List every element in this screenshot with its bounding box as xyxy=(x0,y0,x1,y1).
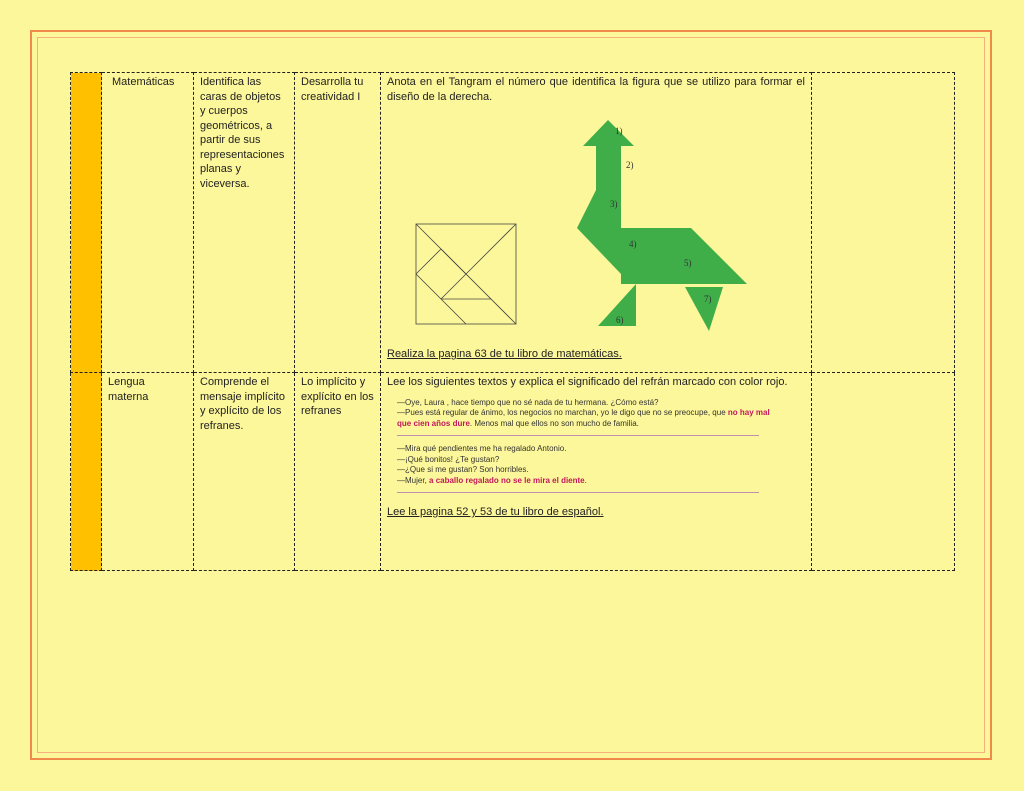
figure-label-6: 6) xyxy=(616,315,624,325)
accent-bar xyxy=(71,73,102,373)
subject-cell: Lengua materna xyxy=(102,373,194,571)
tangram-area xyxy=(387,106,805,346)
dialog-2 xyxy=(397,444,772,486)
subject-cell xyxy=(102,73,194,373)
learning-cell: Comprende el mensaje implícito y explícito de los refranes. xyxy=(194,373,295,571)
dialog-line: —¡Qué bonitos! ¿Te gustan? xyxy=(397,454,500,464)
lesson-plan-table xyxy=(70,72,955,571)
figure-piece-5 xyxy=(621,228,747,284)
dialog-line: —Mira qué pendientes me ha regalado Antonio. xyxy=(397,444,567,453)
learning-cell: Identifica las caras de objetos y cuerpos geométricos, a partir de sus representaciones planas y viceversa. xyxy=(194,73,295,373)
figure-label-5: 5) xyxy=(684,258,692,268)
instruction-text: Lee los siguientes textos y explica el significado del refrán marcado con color rojo. xyxy=(387,376,788,388)
topic-cell: Desarrolla tu creatividad I xyxy=(295,73,381,373)
activity-cell xyxy=(381,373,812,571)
instruction-text: Anota en el Tangram el número que identifica la figura que se utilizo para formar el diseño de la derecha. xyxy=(387,76,805,103)
answer-line xyxy=(397,492,759,493)
figure-piece-1 xyxy=(583,120,634,146)
dialog-1 xyxy=(397,398,772,430)
proverb-highlight: no hay mal que cien años dure xyxy=(397,408,770,428)
dialog-text: . xyxy=(584,475,587,485)
task-text: Lee la pagina 52 y 53 de tu libro de español. xyxy=(387,506,604,518)
figure-label-3: 3) xyxy=(610,199,618,209)
figure-label-4: 4) xyxy=(629,239,637,249)
subject-label: Matemáticas xyxy=(112,76,175,88)
tangram-bird-figure xyxy=(567,106,767,336)
dialog-line: —¿Que si me gustan? Son horribles. xyxy=(397,465,529,474)
dialog-text: —Mujer, xyxy=(397,475,430,485)
accent-bar xyxy=(71,373,102,571)
dialog-text: —Pues está regular de ánimo, los negocios no marchan, yo le digo que no se preocupe, que xyxy=(397,408,728,417)
proverb-highlight: a caballo regalado no se le mira el diente xyxy=(429,475,585,485)
tangram-square xyxy=(415,223,517,325)
task-text: Realiza la pagina 63 de tu libro de matemáticas. xyxy=(387,348,622,360)
dialog-text: . Menos mal que ellos no son mucho de familia. xyxy=(469,418,639,428)
figure-piece-2 xyxy=(596,146,621,190)
dialog-line xyxy=(397,408,772,429)
table-row-language xyxy=(71,373,955,571)
figure-label-2: 2) xyxy=(626,160,634,170)
figure-label-1: 1) xyxy=(615,126,623,136)
dialog-line: —Oye, Laura , hace tiempo que no sé nada de tu hermana. ¿Cómo está? xyxy=(397,397,659,407)
dialog-line xyxy=(397,476,772,487)
figure-label-7: 7) xyxy=(704,294,712,304)
table-row-math xyxy=(71,73,955,373)
activity-cell xyxy=(381,73,812,373)
answer-line xyxy=(397,435,759,436)
notes-cell xyxy=(812,373,955,571)
topic-cell: Lo implícito y explícito en los refranes xyxy=(295,373,381,571)
notes-cell xyxy=(812,73,955,373)
